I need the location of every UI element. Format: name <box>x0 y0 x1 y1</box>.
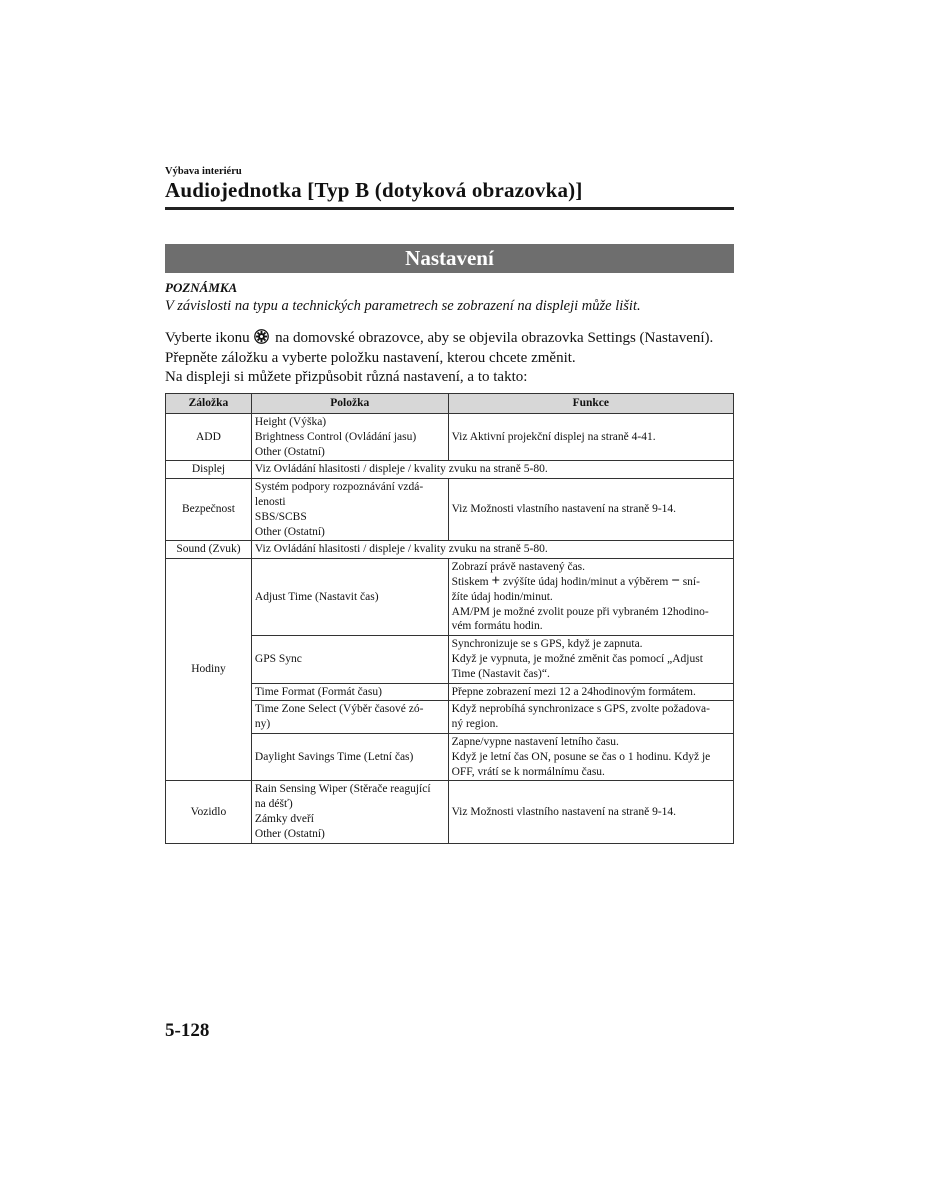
merged-cell-displej: Viz Ovládání hlasitosti / displeje / kvality zvuku na straně 5-80. <box>251 461 733 479</box>
table-row-time-format <box>166 683 734 701</box>
page-title: Audiojednotka [Typ B (dotyková obrazovka)] <box>165 178 583 202</box>
table-row-gps-sync <box>166 636 734 683</box>
function-line: ný region. <box>451 718 499 731</box>
function-line: Když je vypnuta, je možné změnit čas pomocí „Adjust <box>451 652 703 665</box>
item-cell-time-zone <box>251 701 448 734</box>
function-line: Synchronizuje se s GPS, když je zapnuta. <box>451 638 643 651</box>
table-row-adjust-time <box>166 559 734 636</box>
column-header-function: Funkce <box>448 394 733 414</box>
item-cell-add <box>251 414 448 461</box>
tab-cell-hodiny: Hodiny <box>166 559 252 781</box>
note-text: V závislosti na typu a technických parametrech se zobrazení na displeji může lišit. <box>165 298 641 314</box>
tab-cell-vozidlo: Vozidlo <box>166 781 252 843</box>
note-heading: POZNÁMKA <box>165 280 238 295</box>
item-line: Time Zone Select (Výběr časové zó- <box>254 703 424 716</box>
function-line: OFF, vrátí se k normálnímu času. <box>451 765 605 778</box>
function-line: Když je letní čas ON, posune se čas o 1 hodinu. Když je <box>451 750 711 763</box>
item-cell-vozidlo <box>251 781 448 843</box>
table-row-displej <box>166 461 734 479</box>
merged-cell-sound: Viz Ovládání hlasitosti / displeje / kvality zvuku na straně 5-80. <box>251 541 733 559</box>
function-cell-daylight-savings <box>448 733 733 780</box>
title-divider <box>165 207 734 210</box>
item-line: na déšť) <box>254 798 293 811</box>
item-line: Rain Sensing Wiper (Stěrače reagující <box>254 783 431 796</box>
function-line: Zapne/vypne nastavení letního času. <box>451 735 619 748</box>
item-cell-bezpecnost <box>251 479 448 541</box>
section-label: Výbava interiéru <box>165 166 242 177</box>
column-header-tab: Záložka <box>166 394 252 414</box>
tab-cell-bezpecnost: Bezpečnost <box>166 479 252 541</box>
table-row-bezpecnost <box>166 479 734 541</box>
function-cell-gps-sync <box>448 636 733 683</box>
table-row-vozidlo <box>166 781 734 843</box>
function-cell-adjust-time <box>448 559 733 636</box>
function-line: Time (Nastavit čas)“. <box>451 667 550 680</box>
intro-line-1 <box>165 329 734 349</box>
function-line: vém formátu hodin. <box>451 620 543 633</box>
item-line: ny) <box>254 718 271 731</box>
item-line: Brightness Control (Ovládání jasu) <box>254 430 417 443</box>
settings-table <box>165 393 734 844</box>
table-row-daylight-savings <box>166 733 734 780</box>
function-cell-bezpecnost: Viz Možnosti vlastního nastavení na straně 9-14. <box>448 479 733 541</box>
item-line: SBS/SCBS <box>254 510 307 523</box>
item-line: lenosti <box>254 495 286 508</box>
item-line: Other (Ostatní) <box>254 827 325 840</box>
minus-icon: − <box>671 572 680 589</box>
function-line: Když neprobíhá synchronizace s GPS, zvolte požadova- <box>451 703 710 716</box>
intro-line-2: Přepněte záložku a vyberte položku nastavení, kterou chcete změnit. <box>165 349 576 366</box>
item-cell-adjust-time: Adjust Time (Nastavit čas) <box>251 559 448 636</box>
intro-line-1-end: na domovské obrazovce, aby se objevila obrazovka Settings (Nastavení). <box>275 330 714 346</box>
table-row-sound <box>166 541 734 559</box>
function-line: AM/PM je možné zvolit pouze při vybraném 12hodino- <box>451 605 709 618</box>
item-line: Other (Ostatní) <box>254 445 325 458</box>
item-line: Height (Výška) <box>254 416 327 428</box>
plus-icon: + <box>491 572 501 589</box>
tab-cell-add: ADD <box>166 414 252 461</box>
gear-icon <box>254 329 269 344</box>
item-cell-time-format: Time Format (Formát času) <box>251 683 448 701</box>
table-row-time-zone <box>166 701 734 734</box>
item-line: Zámky dveří <box>254 812 314 825</box>
column-header-item: Položka <box>251 394 448 414</box>
item-cell-daylight-savings: Daylight Savings Time (Letní čas) <box>251 733 448 780</box>
function-text: sní- <box>682 575 700 588</box>
section-band-title: Nastavení <box>165 244 734 273</box>
tab-cell-displej: Displej <box>166 461 252 479</box>
function-line <box>451 572 730 590</box>
function-line: žíte údaj hodin/minut. <box>451 590 553 603</box>
item-cell-gps-sync: GPS Sync <box>251 636 448 683</box>
item-line: Other (Ostatní) <box>254 525 325 538</box>
function-text: zvýšíte údaj hodin/minut a výběrem <box>502 575 669 588</box>
page-number: 5-128 <box>165 1020 210 1041</box>
function-text: Stiskem <box>451 575 489 588</box>
tab-cell-sound: Sound (Zvuk) <box>166 541 252 559</box>
function-line: Zobrazí právě nastavený čas. <box>451 561 586 574</box>
table-row-add <box>166 414 734 461</box>
intro-line-3: Na displeji si můžete přizpůsobit různá nastavení, a to takto: <box>165 369 528 385</box>
table-header-row <box>166 394 734 414</box>
function-cell-time-format: Přepne zobrazení mezi 12 a 24hodinovým formátem. <box>448 683 733 701</box>
function-cell-time-zone <box>448 701 733 734</box>
intro-text <box>165 329 734 388</box>
function-cell-add: Viz Aktivní projekční displej na straně 4-41. <box>448 414 733 461</box>
function-cell-vozidlo: Viz Možnosti vlastního nastavení na straně 9-14. <box>448 781 733 843</box>
item-line: Systém podpory rozpoznávání vzdá- <box>254 481 424 494</box>
intro-line-1-start: Vyberte ikonu <box>165 330 250 346</box>
